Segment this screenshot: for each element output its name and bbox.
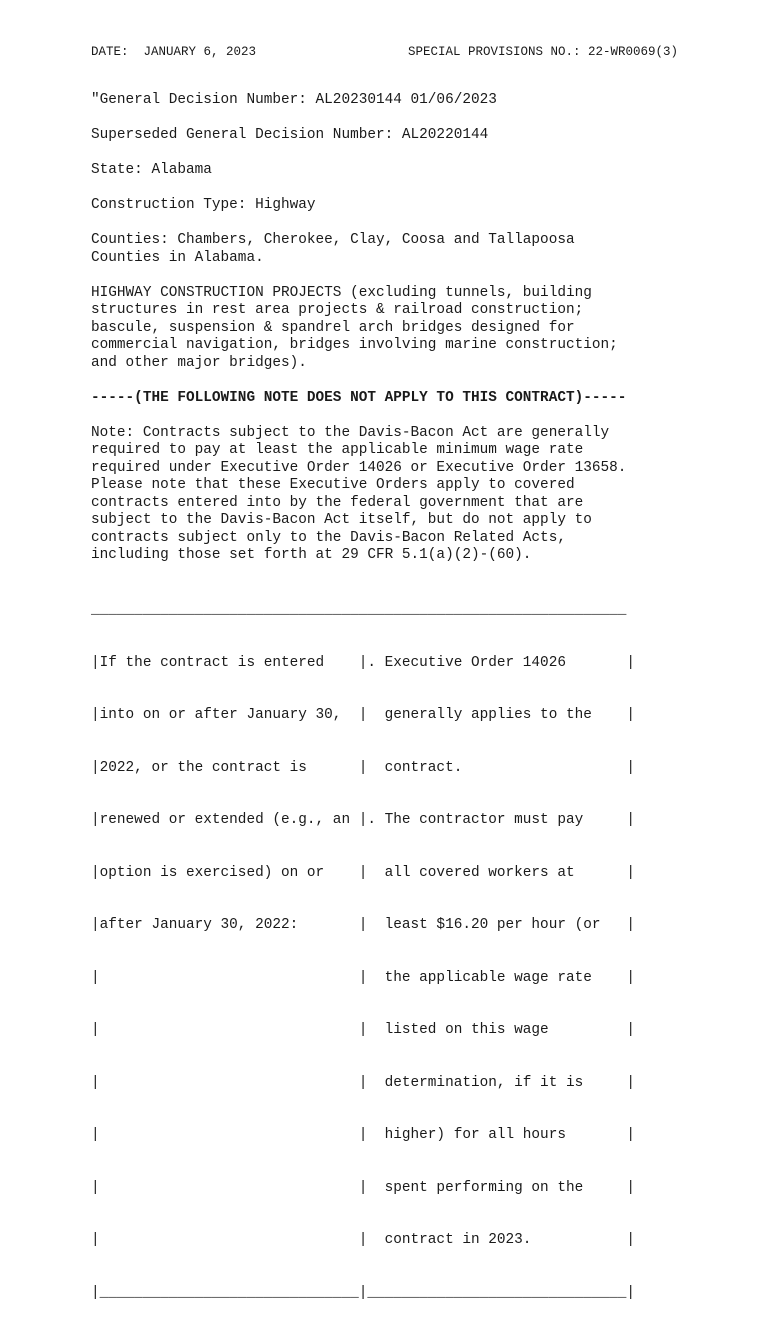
note-line: contracts entered into by the federal government that are bbox=[91, 494, 584, 511]
note-heading: -----(THE FOLLOWING NOTE DOES NOT APPLY TO THIS CONTRACT)----- bbox=[91, 389, 627, 406]
decision-number: "General Decision Number: AL20230144 01/06/2023 bbox=[91, 92, 497, 108]
table-line: |after January 30, 2022: | least $16.20 per hour (or | bbox=[91, 917, 636, 933]
table-line: ______________________________________________________________ bbox=[91, 602, 627, 618]
note-line: subject to the Davis-Bacon Act itself, but do not apply to bbox=[91, 512, 592, 528]
note-line: required under Executive Order 14026 or Executive Order 13658. bbox=[91, 459, 627, 476]
projects-line: and other major bridges). bbox=[91, 354, 307, 371]
table-line: | | the applicable wage rate | bbox=[91, 969, 636, 986]
note-paragraph bbox=[91, 425, 681, 565]
note-line: Please note that these Executive Orders apply to covered bbox=[91, 477, 575, 493]
table-line: | | contract in 2023. | bbox=[91, 1232, 636, 1248]
document-body bbox=[91, 92, 681, 582]
table-line: |option is exercised) on or | all covered workers at | bbox=[91, 864, 636, 881]
table-line: | | listed on this wage | bbox=[91, 1022, 636, 1038]
note-line: Note: Contracts subject to the Davis-Bacon Act are generally bbox=[91, 424, 610, 441]
note-line: required to pay at least the applicable minimum wage rate bbox=[91, 442, 584, 458]
header-date: DATE: JANUARY 6, 2023 bbox=[91, 45, 257, 59]
table-line: | | higher) for all hours | bbox=[91, 1127, 636, 1143]
note-line: including those set forth at 29 CFR 5.1(a)(2)-(60). bbox=[91, 547, 532, 563]
construction-type: Construction Type: Highway bbox=[91, 197, 316, 213]
note-line: contracts subject only to the Davis-Bacon Related Acts, bbox=[91, 529, 566, 546]
counties-line: Counties in Alabama. bbox=[91, 249, 264, 266]
executive-order-table bbox=[91, 567, 635, 1337]
counties-line: Counties: Chambers, Cherokee, Clay, Coosa and Tallapoosa bbox=[91, 232, 575, 248]
projects-paragraph bbox=[91, 285, 681, 373]
table-line: | | determination, if it is | bbox=[91, 1074, 636, 1091]
superseded-decision-number: Superseded General Decision Number: AL20220144 bbox=[91, 127, 489, 143]
counties-paragraph bbox=[91, 232, 681, 267]
header-special-provisions: SPECIAL PROVISIONS NO.: 22-WR0069(3) bbox=[407, 45, 678, 59]
projects-line: structures in rest area projects & railroad construction; bbox=[91, 302, 584, 318]
table-line: |into on or after January 30, | generally applies to the | bbox=[91, 707, 636, 723]
table-line: | | spent performing on the | bbox=[91, 1179, 636, 1196]
projects-line: HIGHWAY CONSTRUCTION PROJECTS (excluding tunnels, building bbox=[91, 284, 592, 301]
table-line: |______________________________|______________________________| bbox=[91, 1284, 636, 1301]
table-line: |2022, or the contract is | contract. | bbox=[91, 759, 636, 776]
table-line: |If the contract is entered |. Executive Order 14026 | bbox=[91, 654, 636, 671]
state: State: Alabama bbox=[91, 162, 212, 178]
projects-line: commercial navigation, bridges involving marine construction; bbox=[91, 337, 618, 353]
table-line: |renewed or extended (e.g., an |. The contractor must pay | bbox=[91, 812, 636, 828]
projects-line: bascule, suspension & spandrel arch bridges designed for bbox=[91, 319, 575, 336]
